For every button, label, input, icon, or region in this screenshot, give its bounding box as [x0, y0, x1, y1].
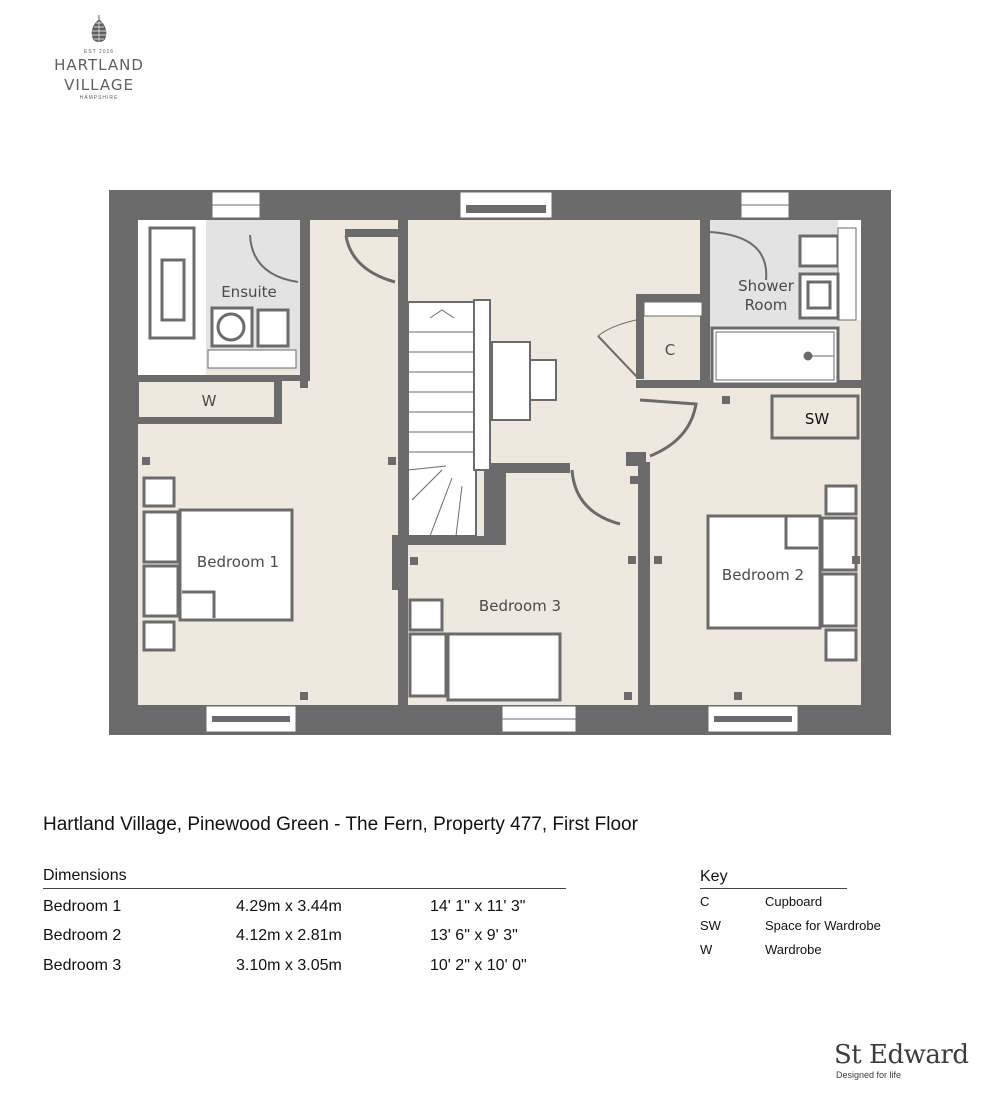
- developer-name: St Edward: [834, 1040, 969, 1070]
- label-shower-line1: Shower: [738, 277, 794, 295]
- key-code: W: [700, 942, 713, 957]
- key-meaning: Space for Wardrobe: [765, 918, 881, 933]
- page-title: Hartland Village, Pinewood Green - The Fern, Property 477, First Floor: [43, 814, 638, 835]
- label-cupboard: C: [664, 341, 676, 359]
- dimensions-metric: 4.12m x 2.81m: [236, 927, 342, 944]
- label-shower-line2: Room: [744, 296, 788, 314]
- dimensions-metric: 4.29m x 3.44m: [236, 898, 342, 915]
- label-ensuite: Ensuite: [221, 283, 277, 301]
- logo-line1: HARTLAND: [54, 56, 144, 74]
- dimensions-metric: 3.10m x 3.05m: [236, 957, 342, 974]
- label-bedroom3: Bedroom 3: [478, 597, 562, 615]
- st-edward-logo: [834, 1040, 968, 1080]
- dimensions-heading: Dimensions: [43, 867, 127, 884]
- dimensions-imperial: 13' 6" x 9' 3": [430, 927, 518, 944]
- label-bedroom1: Bedroom 1: [196, 553, 280, 571]
- label-space-wardrobe: SW: [804, 410, 830, 428]
- key-code: SW: [700, 918, 721, 933]
- key-heading: Key: [700, 868, 728, 885]
- key-meaning: Cupboard: [765, 894, 823, 909]
- dimensions-room: Bedroom 2: [43, 927, 122, 944]
- developer-tagline: Designed for life: [836, 1070, 902, 1080]
- logo-region: HAMPSHIRE: [79, 95, 119, 101]
- dimensions-room: Bedroom 1: [43, 898, 122, 915]
- label-bedroom2: Bedroom 2: [721, 566, 805, 584]
- key-divider: [700, 888, 847, 889]
- dimensions-imperial: 14' 1" x 11' 3": [430, 898, 526, 915]
- key-meaning: Wardrobe: [765, 942, 822, 957]
- logo-line2: VILLAGE: [64, 76, 134, 94]
- logo-est: EST 2016: [83, 49, 115, 55]
- label-wardrobe: W: [201, 392, 217, 410]
- dimensions-divider: [43, 888, 566, 889]
- dimensions-room: Bedroom 3: [43, 957, 122, 974]
- dimensions-imperial: 10' 2" x 10' 0": [430, 957, 527, 974]
- key-code: C: [700, 894, 710, 909]
